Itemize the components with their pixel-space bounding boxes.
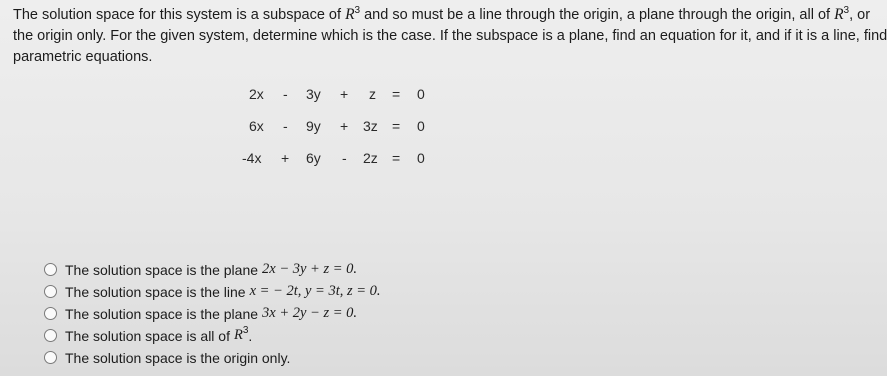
r3-symbol [345,6,360,23]
exponent-2: 3 [843,5,850,16]
option-plane-1[interactable] [44,259,381,280]
eq3-equals: = [392,150,401,166]
r-symbol-2: R [834,6,844,23]
eq1-rhs: 0 [417,86,425,102]
exponent: 3 [242,325,249,336]
eq1-term-x: 2x [249,86,264,102]
option-label: The solution space is all of [65,327,230,344]
r3-symbol-2 [834,6,849,23]
option-origin-only[interactable] [44,347,381,368]
eq1-equals: = [392,86,401,102]
option-equation [234,327,248,344]
question-line-3: parametric equations. [13,49,153,65]
question-line-1-text-a: The solution space for this system is a subspace of [13,7,346,23]
question-line-1 [13,4,871,26]
eq2-equals: = [392,118,401,134]
eq2-rhs: 0 [417,118,425,134]
eq3-op-1: + [281,150,290,166]
r-symbol: R [233,327,243,343]
eq2-term-x: 6x [249,118,264,134]
option-label: The solution space is the plane [65,305,259,322]
option-label: The solution space is the line [65,283,246,300]
question-line-1-text-c: , or [849,7,871,23]
option-all-r3[interactable] [44,325,381,346]
option-equation: 3x + 2y − z = 0. [262,305,358,321]
question-line-2: the origin only. For the given system, determine which is the case. If the subspace is a plane, find an equation for it, and if it is a line, find [13,28,887,44]
option-plane-2[interactable] [44,303,381,324]
option-label: The solution space is the plane [65,261,259,278]
radio-button[interactable] [44,329,57,342]
eq1-term-z: z [369,86,376,102]
option-equation: x = − 2t, y = 3t, z = 0. [249,283,381,299]
eq3-op-2: - [342,150,347,166]
eq1-term-y: 3y [306,86,321,102]
radio-button[interactable] [44,307,57,320]
exponent: 3 [354,5,361,16]
eq2-term-y: 9y [306,118,321,134]
option-line[interactable] [44,281,381,302]
question-text [13,4,887,68]
eq3-term-y: 6y [306,150,321,166]
eq3-term-z: 2z [363,150,378,166]
eq2-op-2: + [340,118,349,134]
radio-button[interactable] [44,285,57,298]
radio-button[interactable] [44,351,57,364]
option-label: The solution space is the origin only. [65,349,291,366]
eq1-op-2: + [340,86,349,102]
option-suffix: . [248,327,253,344]
r-symbol: R [345,6,355,23]
question-line-1-text-b: and so must be a line through the origin, a plane through the origin, all of [360,7,835,23]
eq3-rhs: 0 [417,150,425,166]
option-equation: 2x − 3y + z = 0. [262,261,358,277]
eq1-op-1: - [283,86,288,102]
eq2-op-1: - [283,118,288,134]
radio-button[interactable] [44,263,57,276]
eq3-term-x: -4x [242,150,262,166]
answer-options [44,259,381,369]
eq2-term-z: 3z [363,118,378,134]
